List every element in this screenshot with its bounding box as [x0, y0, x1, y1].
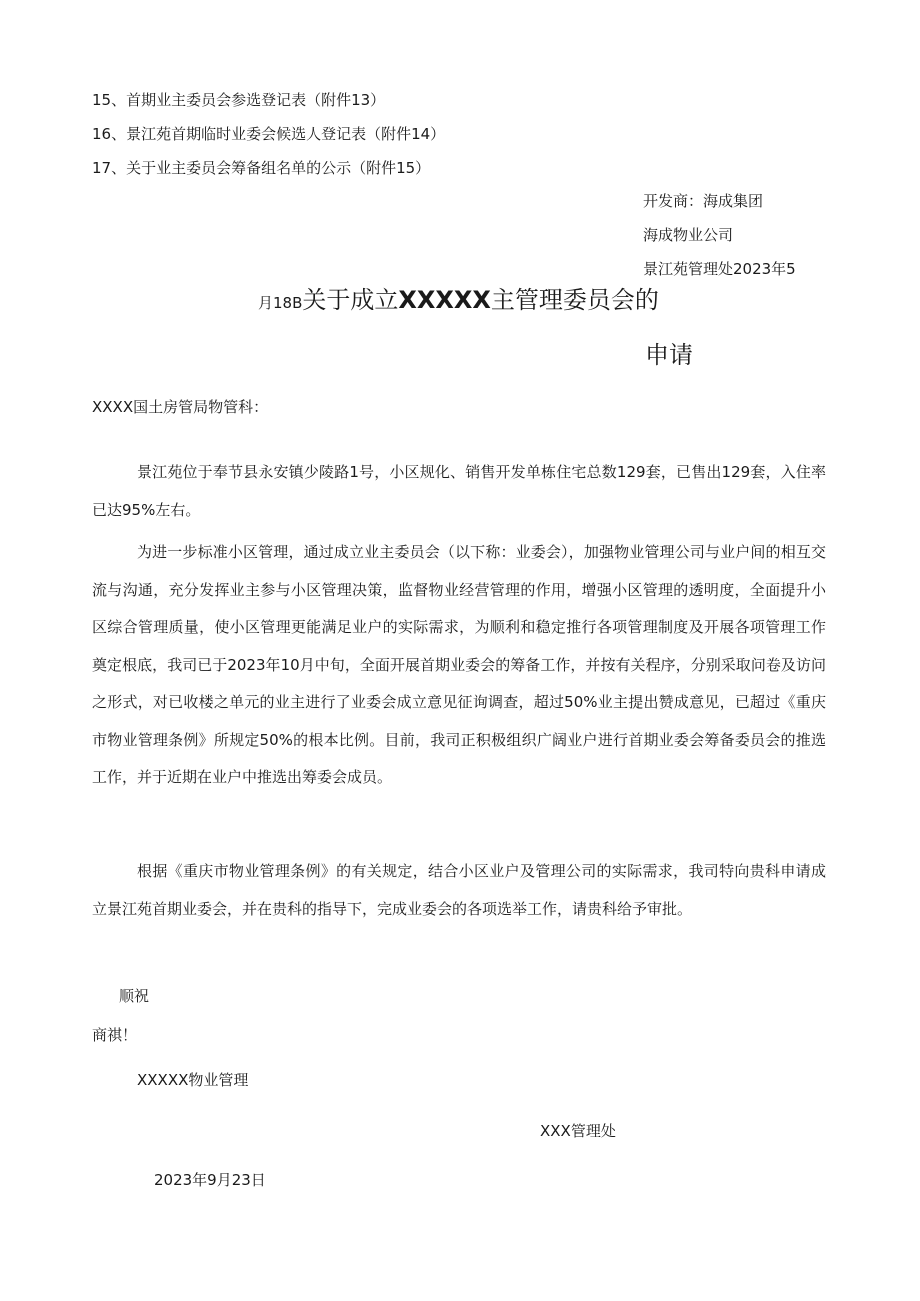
body-paragraph-3: 根据《重庆市物业管理条例》的有关规定，结合小区业户及管理公司的实际需求，我司特向贵科申请成立景江苑首期业委会，并在贵科的指导下，完成业委会的各项选举工作，请贵科给予审批。: [92, 862, 826, 918]
document-title: [258, 284, 659, 319]
closing-wish: 商祺！: [92, 1026, 138, 1044]
sender-property-company: 海成物业公司: [643, 226, 734, 244]
signature-office: XXX管理处: [540, 1122, 616, 1140]
signature-company: XXXXX物业管理: [137, 1071, 249, 1089]
title-bold-placeholder: XXXXX: [398, 286, 491, 314]
document-title-line-2: 申请: [645, 341, 693, 369]
title-part-1: 关于成立: [302, 286, 399, 314]
closing-greeting: 顺祝: [119, 987, 150, 1005]
attachment-item-16: 16、景江苑首期临时业委会候选人登记表（附件14）: [92, 125, 446, 143]
title-part-2: 主管理委员会的: [490, 286, 659, 314]
title-date-prefix: 月18B: [258, 294, 303, 312]
body-paragraph-2: 为进一步标准小区管理，通过成立业主委员会（以下称：业委会），加强物业管理公司与业户间的相互交流与沟通，充分发挥业主参与小区管理决策，监督物业经营管理的作用，增强小区管理的透明度，全面提升小区综合管理质量，使小区管理更能满足业户的实际需求，为顺利和稳定推行各项管理制度及开展各项管理工作奠定根底，我司已于2023年10月中旬，全面开展首期业委会的筹备工作，并按有关程序，分别采取问卷及访问之形式，对已收楼之单元的业主进行了业委会成立意见征询调查，超过50%业主提出赞成意见，已超过《重庆市物业管理条例》所规定50%的根本比例。目前，我司正积极组织广阔业户进行首期业委会筹备委员会的推选工作，并于近期在业户中推选出筹委会成员。: [92, 543, 826, 786]
signature-date: 2023年9月23日: [154, 1171, 266, 1189]
attachment-item-17: 17、关于业主委员会筹备组名单的公示（附件15）: [92, 159, 431, 177]
sender-office-date: 景江苑管理处2023年5: [643, 260, 796, 278]
attachment-item-15: 15、首期业主委员会参选登记表（附件13）: [92, 91, 386, 109]
sender-developer: 开发商：海成集团: [643, 192, 764, 210]
body-paragraph-1: 景江苑位于奉节县永安镇少陵路1号，小区规化、销售开发单栋住宅总数129套，已售出129套，入住率已达95%左右。: [92, 463, 826, 519]
recipient: XXXX国土房管局物管科：: [92, 398, 269, 416]
